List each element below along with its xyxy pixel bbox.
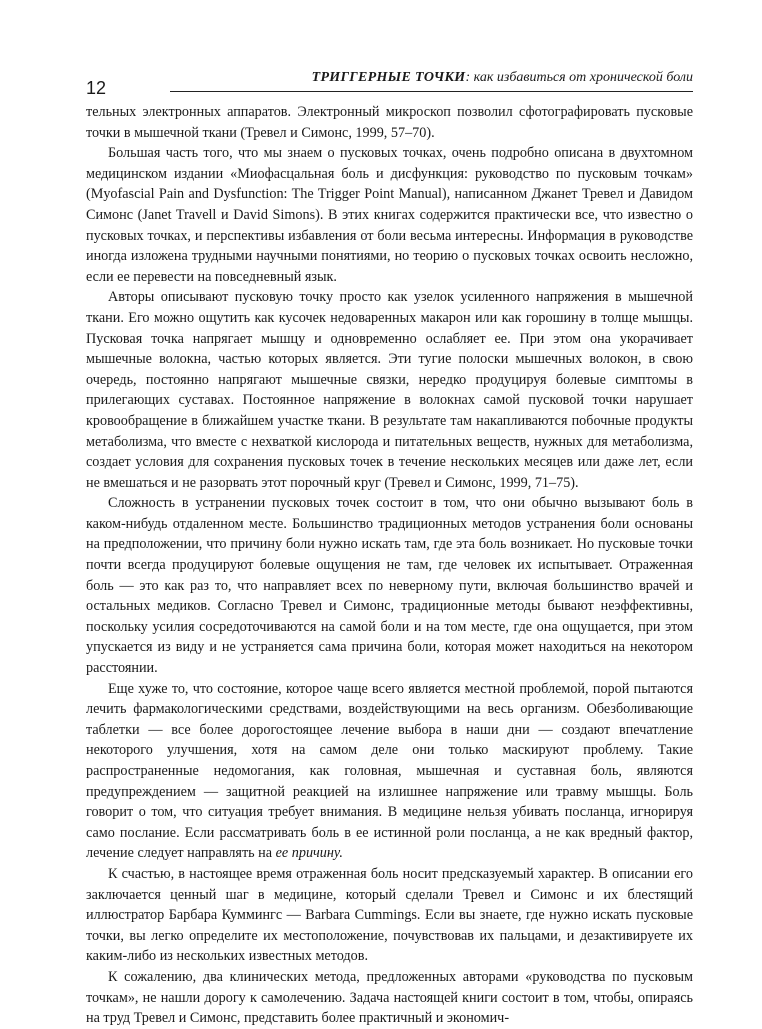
body-text bbox=[86, 102, 693, 1029]
paragraph bbox=[86, 679, 693, 864]
paragraph-text: Еще хуже то, что состояние, которое чаще всего является местной проблемой, порой пытаются лечить фармакологическими средствами, воздействующими на весь организм. Обезболивающие таблетки — все более дорогостоящее лечение выбора в наши дни — создают впечатление некоторого улучшения, хотя на самом деле они только маскируют проблему. Такие распространенные недомогания, как головная, мышечная и суставная боль, являются предупреждением — защитной реакцией на излишнее напряжение или травму мышцы. Боль говорит о том, что ситуация требует внимания. В медицине нельзя убивать посланца, игнорируя само послание. Если рассматривать боль в ее истинной роли посланца, а не как вредный фактор, лечение следует направлять на bbox=[86, 680, 693, 862]
paragraph: Сложность в устранении пусковых точек состоит в том, что они обычно вызывают боль в каком-нибудь отдаленном месте. Большинство традиционных методов устранения боли основаны на предположении, что причину боли нужно искать там, где эта боль возникает. Но пусковые точки почти всегда продуцируют болевые ощущения не там, где человек их испытывает. Отраженная боль — это как раз то, что направляет всех по неверному пути, включая большинство врачей и остальных медиков. Согласно Тревел и Симонс, традиционные методы бывают неэффективны, поскольку усилия сосредоточиваются на самой боли и на том месте, где она ощущается, при этом упускается из виду и не устраняется сама причина боли, которая может находиться на некотором расстоянии. bbox=[86, 495, 693, 677]
running-head-subtitle: : как избавиться от хронической боли bbox=[465, 70, 693, 85]
running-head-title: ТРИГГЕРНЫЕ ТОЧКИ bbox=[311, 70, 466, 85]
page-number: 12 bbox=[86, 78, 107, 98]
header-rule bbox=[170, 91, 693, 92]
paragraph: К сожалению, два клинических метода, предложенных авторами «руководства по пусковым точкам», не нашли дорогу к самолечению. Задача настоящей книги состоит в том, чтобы, опираясь на труд Тревел и Симонс, представить более практичный и экономич- bbox=[86, 968, 693, 1027]
paragraph: Авторы описывают пусковую точку просто как узелок усиленного напряжения в мышечной ткани. Его можно ощутить как кусочек недоваренных макарон или как горошину в толще мышцы. Пусковая точка напрягает мышцу и одновременно ослабляет ее. При этом она укорачивает мышечные волокна, частью которых является. Эти тугие полоски мышечных волокон, в свою очередь, постоянно напрягают мышечные связки, нередко продуцируя болевые симптомы в прилегающих суставах. Постоянное напряжение в волокнах самой пусковой точки нарушает кровообращение в ближайшем участке ткани. В результате там накапливаются побочные продукты метаболизма, что вместе с нехваткой кислорода и питательных веществ, нужных для метаболизма, создает условия для сохранения пусковых точек в течение нескольких месяцев или даже лет, если не вмешаться и не разорвать этот порочный круг (Тревел и Симонс, 1999, 71–75). bbox=[86, 289, 693, 491]
paragraph-continued: тельных электронных аппаратов. Электронный микроскоп позволил сфотографировать пусковые точки в мышечной ткани (Тревел и Симонс, 1999, 57–70). bbox=[86, 104, 693, 141]
emphasis-text: ее причину. bbox=[275, 845, 343, 862]
running-head bbox=[170, 70, 693, 86]
paragraph: Большая часть того, что мы знаем о пусковых точках, очень подробно описана в двухтомном медицинском издании «Миофасцальная боль и дисфункция: руководство по пусковым точкам» (Myofascial Pain and Dysfunction: The Trigger Point Manual), написанном Джанет Тревел и Давидом Симонс (Janet Travell и David Simons). В этих книгах содержится практически все, что известно о пусковых точках, и перспективы избавления от боли весьма интересны. Информация в руководстве иногда изложена трудными научными понятиями, но теорию о пусковых точках освоить несложно, если ее перевести на повседневный язык. bbox=[86, 145, 693, 285]
paragraph: К счастью, в настоящее время отраженная боль носит предсказуемый характер. В описании его заключается ценный шаг в медицине, который сделали Тревел и Симонс и их блестящий иллюстратор Барбара Куммингс — Barbara Cummings. Если вы знаете, где нужно искать пусковые точки, вы легко определите их местоположение, почувствовав их пальцами, и дезактивируете их каким-либо из нескольких известных методов. bbox=[86, 865, 693, 965]
